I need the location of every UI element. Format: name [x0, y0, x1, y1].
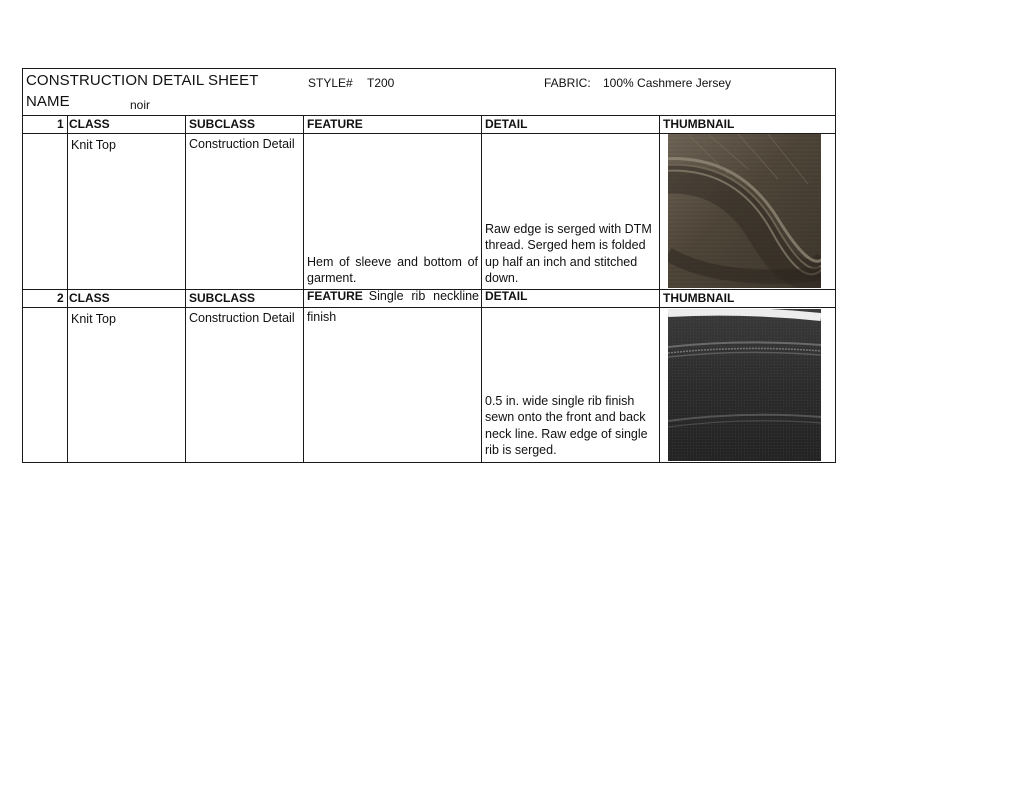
column-divider — [67, 115, 68, 462]
row2-detail-cell — [482, 309, 659, 460]
row2-detail-label: DETAIL — [485, 289, 528, 303]
row1-thumbnail-label: THUMBNAIL — [663, 117, 735, 131]
row2-thumbnail-label: THUMBNAIL — [663, 291, 735, 305]
row2-subclass-label: SUBCLASS — [189, 291, 256, 305]
row1-class-label: CLASS — [69, 117, 110, 131]
row2-subclass-value: Construction Detail — [189, 311, 295, 325]
row1-feature-cell — [304, 135, 481, 288]
name-value: noir — [130, 98, 151, 112]
row1-feature-value: Hem of sleeve and bottom of garment. — [307, 254, 478, 286]
row1-class-value: Knit Top — [71, 138, 116, 152]
row2-class-label: CLASS — [69, 291, 110, 305]
row1-subclass-label: SUBCLASS — [189, 117, 256, 131]
row2-header-divider — [23, 307, 835, 308]
column-divider — [659, 115, 660, 462]
row2-detail-value: 0.5 in. wide single rib finish sewn onto the front and back neck line. Raw edge of single rib is serged. — [485, 393, 648, 458]
fabric-label: FABRIC: — [544, 76, 591, 90]
row2-class-value: Knit Top — [71, 312, 116, 326]
row1-detail-value: Raw edge is serged with DTM thread. Serged hem is folded up half an inch and stitched down. — [485, 221, 652, 286]
column-divider — [185, 115, 186, 462]
row1-subclass-value: Construction Detail — [189, 137, 295, 151]
row2-number: 2 — [57, 291, 64, 305]
row1-feature-label: FEATURE — [307, 117, 363, 131]
row1-detail-cell — [482, 135, 659, 288]
header-divider — [23, 115, 835, 116]
construction-detail-sheet — [22, 68, 836, 463]
row2-thumbnail-image — [668, 309, 821, 461]
row2-feature-label: FEATURE — [307, 289, 363, 303]
row1-number: 1 — [57, 117, 64, 131]
row2-feature-header — [307, 289, 479, 303]
row1-detail-label: DETAIL — [485, 117, 528, 131]
style-label: STYLE# — [308, 76, 353, 90]
fabric-value: 100% Cashmere Jersey — [603, 76, 732, 90]
style-value: T200 — [367, 76, 395, 90]
row2-feature-value: finish — [307, 310, 337, 324]
name-label: NAME — [26, 93, 70, 110]
row2-feature-inline: Single rib neckline — [368, 289, 479, 303]
row1-thumbnail-image — [668, 134, 821, 288]
sheet-title: CONSTRUCTION DETAIL SHEET — [26, 72, 259, 89]
